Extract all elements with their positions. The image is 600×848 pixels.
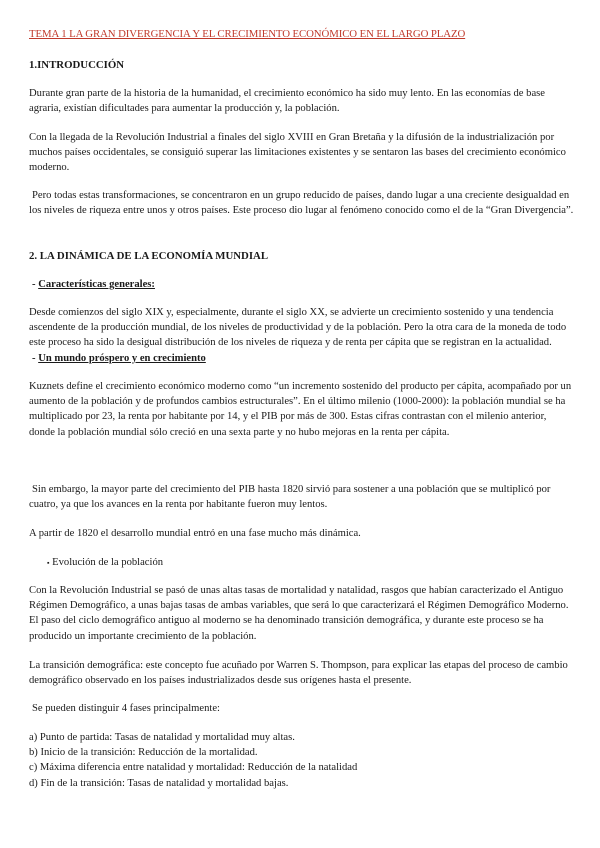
document-title: TEMA 1 LA GRAN DIVERGENCIA Y EL CRECIMIENTO ECONÓMICO EN EL LARGO PLAZO <box>29 28 466 40</box>
phase-item: b) Inicio de la transición: Reducción de la mortalidad. <box>29 747 258 759</box>
subheading-caracteristicas <box>29 277 574 292</box>
fase-dinamica-paragraph: A partir de 1820 el desarrollo mundial entró en una fase mucho más dinámica. <box>29 528 361 539</box>
subheading-dash: - <box>32 279 36 290</box>
subheading-dash: - <box>32 353 36 364</box>
intro-paragraph-2: Con la llegada de la Revolución Industrial a finales del siglo XVIII en Gran Bretaña y la difusión de la industrialización por muchos países occidentales, se consiguió superar las limitaciones existentes y se sentaron las bases del crecimiento económico moderno. <box>29 132 566 174</box>
phase-item: c) Máxima diferencia entre natalidad y mortalidad: Reducción de la natalidad <box>29 762 358 774</box>
intro-paragraph-1: Durante gran parte de la historia de la humanidad, el crecimiento económico ha sido muy lento. En las economías de base agraria, existían dificultades para aumentar la producción y, la población. <box>29 88 545 115</box>
intro-paragraph-3: Pero todas estas transformaciones, se concentraron en un grupo reducido de países, dando lugar a una creciente desigualdad en los niveles de riqueza entre unos y otros países. Este proceso dio lugar al fenómeno conocido como el de la “Gran Divergencia”. <box>29 190 574 217</box>
pib-paragraph: Sin embargo, la mayor parte del crecimiento del PIB hasta 1820 sirvió para sostener a una población que se multiplicó por cuatro, ya que los avances en la renta por habitante fueron muy lentos. <box>29 484 551 511</box>
bullet-evolucion-poblacion-label: Evolución de la población <box>52 557 164 568</box>
section-1-heading: 1.INTRODUCCIÓN <box>29 59 125 71</box>
subheading-caracteristicas-label: Características generales: <box>38 279 155 290</box>
phase-item: a) Punto de partida: Tasas de natalidad y mortalidad muy altas. <box>29 732 295 743</box>
subheading-mundo-prospero <box>29 351 574 366</box>
transicion-demografica-paragraph: La transición demográfica: este concepto fue acuñado por Warren S. Thompson, para explicar las etapas del proceso de cambio demográfico observado en los países industrializados desde sus orígenes hasta el presente. <box>29 660 568 687</box>
bullet-icon: ▪ <box>47 559 50 567</box>
phases-list <box>29 730 574 791</box>
revolucion-industrial-paragraph: Con la Revolución Industrial se pasó de unas altas tasas de mortalidad y natalidad, rasgos que habían caracterizado el Antiguo Régimen Demográfico, a unas bajas tasas de ambas variables, que será lo que caracterizará el Régimen Demográfico Moderno. El paso del ciclo demográfico antiguo al moderno se ha denominado transición demográfica, y durante este proceso se ha producido un importante crecimiento de la población. <box>29 585 569 642</box>
section-2-heading: 2. LA DINÁMICA DE LA ECONOMÍA MUNDIAL <box>29 250 269 262</box>
caracteristicas-paragraph: Desde comienzos del siglo XIX y, especialmente, durante el siglo XX, se advierte un crecimiento sostenido y una tendencia ascendente de la producción mundial, de los niveles de productividad y de la población. Pero la otra cara de la moneda de todo este proceso ha sido la desigual distribución de los niveles de riqueza y de renta per cápita que se registran en la actualidad. <box>29 307 567 349</box>
phase-item: d) Fin de la transición: Tasas de natalidad y mortalidad bajas. <box>29 777 289 789</box>
kuznets-paragraph: Kuznets define el crecimiento económico moderno como “un incremento sostenido del producto per cápita, acompañado por un aumento de la población y de profundos cambios estructurales”. En el último milenio (1000-2000): la población mundial se ha multiplicado por 23, la renta por habitante por 14, y el PIB por más de 300. Estas cifras contrastan con el milenio anterior, donde la población mundial sólo creció en una sexta parte y no hubo mejoras en la renta per cápita. <box>29 381 572 438</box>
subheading-mundo-prospero-label: Un mundo próspero y en crecimiento <box>38 353 206 364</box>
bullet-evolucion-poblacion <box>29 555 574 571</box>
fases-intro: Se pueden distinguir 4 fases principalmente: <box>32 703 220 714</box>
